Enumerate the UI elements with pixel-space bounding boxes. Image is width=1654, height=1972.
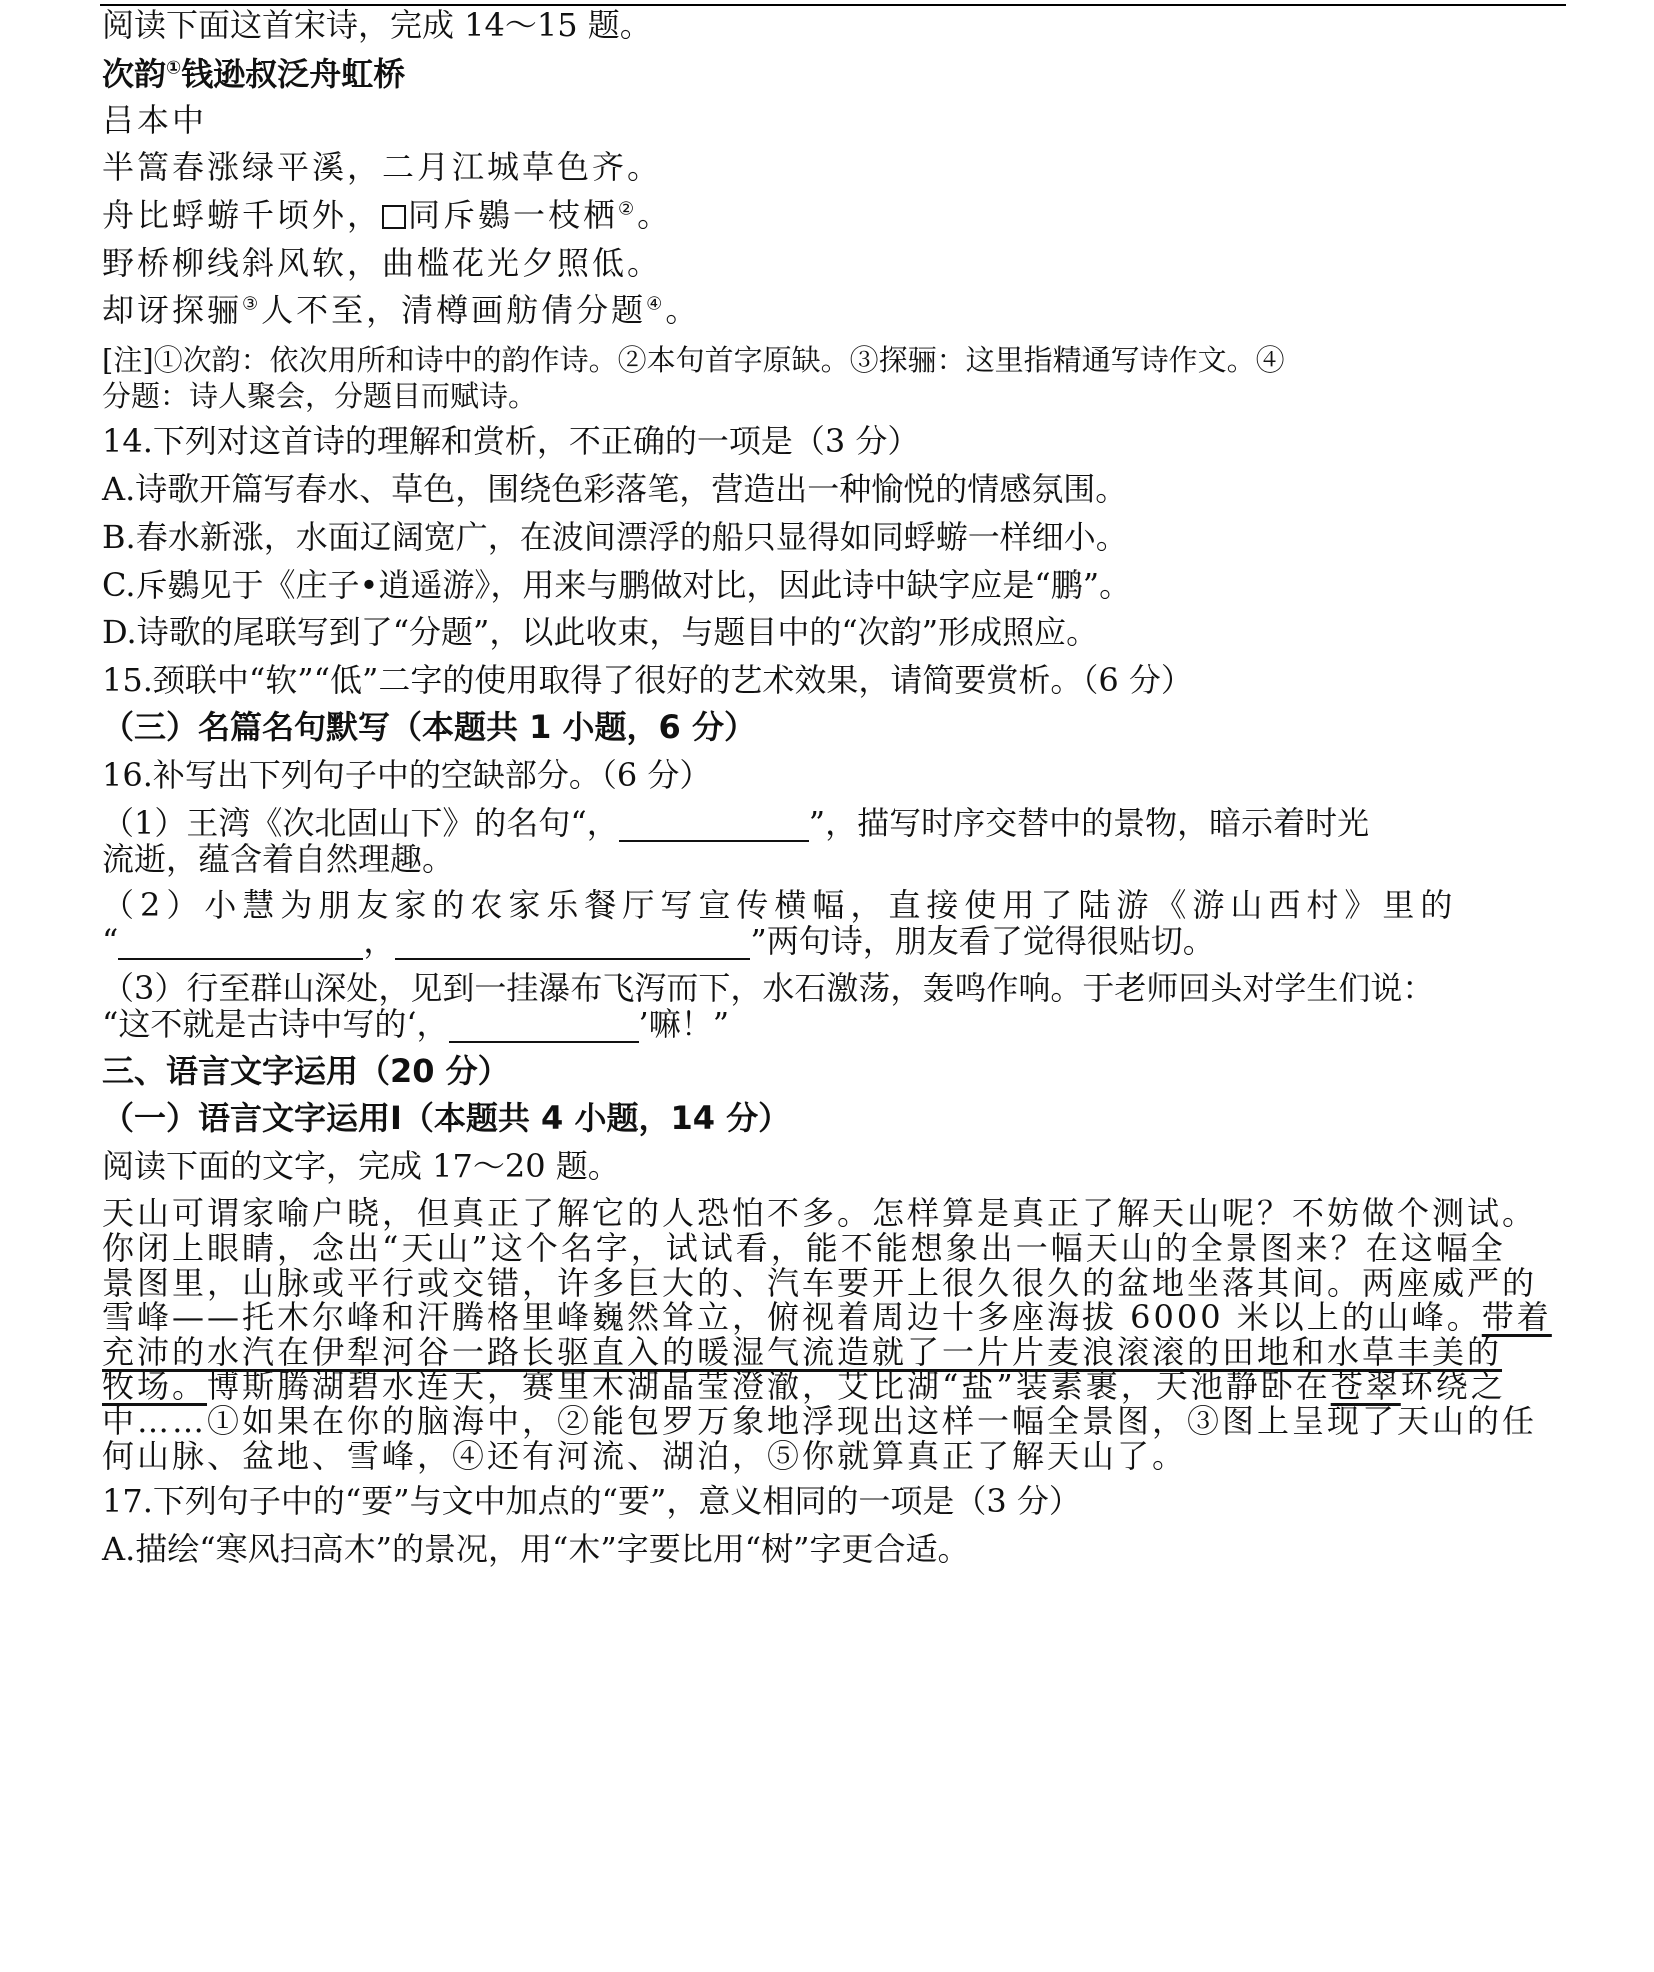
poem-line-2-note: ② [618,198,638,220]
passage-line-5-underlined: 充沛的水汽在伊犁河谷一路长驱直入的暖湿气流造就了一片片麦浪滚滚的田地和水草丰美的 [102,1333,1503,1371]
passage-line-3: 景图里，山脉或平行或交错，许多巨大的、汽车要开上很久很久的盆地坐落其间。两座威严的 [102,1264,1538,1302]
q16-p3-b: “这不就是古诗中写的‘， [102,1005,449,1043]
poem-line-4-end: 。 [665,291,701,329]
poem-title-note: ① [166,57,182,79]
passage-line-6-underlined: 牧场。 [102,1367,208,1405]
q14-option-b: B.春水新涨，水面辽阔宽广，在波间漂浮的船只显得如同蜉蝣一样细小。 [102,518,1128,556]
poem-line-2-a: 舟比蜉蝣千顷外， [102,196,383,234]
poem-line-1: 半篙春涨绿平溪，二月江城草色齐。 [102,148,663,186]
q14-option-d: D.诗歌的尾联写到了“分题”，以此收束，与题目中的“次韵”形成照应。 [102,613,1099,651]
poem-line-4-a: 却讶探骊 [102,291,243,329]
passage-line-6-b: 博斯腾湖碧水连天，赛里木湖晶莹澄澈，艾比湖“盐”装素裹，天池静卧在 [207,1367,1331,1405]
q16-p2-c: ， [363,922,396,960]
q16-blank-4[interactable] [449,1011,639,1043]
passage-line-4-a: 雪峰——托木尔峰和汗腾格里峰巍然耸立，俯视着周边十多座海拔 6000 米以上的山峰。 [102,1298,1482,1336]
part-3-heading: 三、语言文字运用（20 分） [102,1052,510,1090]
notes-line-2: 分题：诗人聚会，分题目而赋诗。 [102,379,538,413]
q14-option-c: C.斥鷃见于《庄子•逍遥游》，用来与鹏做对比，因此诗中缺字应是“鹏”。 [102,566,1132,604]
poem-title-b: 钱逊叔泛舟虹桥 [181,55,406,93]
poem-line-3: 野桥柳线斜风软，曲槛花光夕照低。 [102,244,663,282]
q14-option-a: A.诗歌开篇写春水、草色，围绕色彩落笔，营造出一种愉悦的情感氛围。 [102,470,1128,508]
q16-p1-a: （1）王湾《次北固山下》的名句“， [102,804,619,842]
poem-line-2 [102,196,1567,234]
poem-line-4-note1: ③ [242,293,262,315]
section-3-heading: （三）名篇名句默写（本题共 1 小题，6 分） [102,708,756,746]
q16-blank-1[interactable] [619,810,809,842]
q16-p1-c: 流逝，蕴含着自然理趣。 [102,840,455,878]
q16-p3-a: （3）行至群山深处，见到一挂瀑布飞泻而下，水石激荡，轰鸣作响。于老师回头对学生们说： [102,969,1435,1007]
missing-char-box [382,205,406,229]
passage-line-4 [102,1298,1567,1336]
q16-p2-b: “ [102,922,119,960]
poem-line-4 [102,291,1567,329]
q16-p3-c: ’嘛！” [638,1005,730,1043]
passage-line-6-underlined-word: 苍翠 [1330,1367,1401,1405]
q15-stem: 15.颈联中“软”“低”二字的使用取得了很好的艺术效果，请简要赏析。（6 分） [102,661,1193,699]
poem-line-2-b: 同斥鷃一枝栖 [408,196,619,234]
q17-stem: 17.下列句子中的“要”与文中加点的“要”，意义相同的一项是（3 分） [102,1482,1081,1520]
passage-line-8: 何山脉、盆地、雪峰，④还有河流、湖泊，⑤你就算真正了解天山了。 [102,1437,1188,1475]
q17-option-a: A.描绘“寒风扫高木”的景况，用“木”字要比用“树”字更合适。 [102,1530,970,1568]
q16-part-3 [102,1005,1567,1043]
q16-part-2 [102,922,1567,960]
passage-line-6 [102,1367,1567,1405]
notes-line-1: [注]①次韵：依次用所和诗中的韵作诗。②本句首字原缺。③探骊：这里指精通写诗作文。④ [102,343,1285,377]
q14-stem: 14.下列对这首诗的理解和赏析，不正确的一项是（3 分） [102,422,920,460]
poem-title-a: 次韵 [102,55,167,93]
poem-author: 吕本中 [102,101,208,139]
passage-line-2: 你闭上眼睛，念出“天山”这个名字，试试看，能不能想象出一幅天山的全景图来？在这幅全 [102,1229,1506,1267]
poem-line-2-end: 。 [637,196,673,234]
poem-title [102,55,1567,93]
q16-blank-2[interactable] [118,928,363,960]
passage-line-7: 中……①如果在你的脑海中，②能包罗万象地浮现出这样一幅全景图，③图上呈现了天山的任 [102,1402,1538,1440]
part-3-sub-heading: （一）语言文字运用Ⅰ（本题共 4 小题，14 分） [102,1099,791,1137]
q16-stem: 16.补写出下列句子中的空缺部分。（6 分） [102,756,712,794]
q16-p2-a: （2）小慧为朋友家的农家乐餐厅写宣传横幅，直接使用了陆游《游山西村》里的 [102,886,1459,924]
passage-line-6-d: 环绕之 [1400,1367,1506,1405]
poem-line-4-note2: ④ [646,293,666,315]
passage-line-1: 天山可谓家喻户晓，但真正了解它的人恐怕不多。怎样算是真正了解天山呢？不妨做个测试。 [102,1194,1538,1232]
poem-line-4-b: 人不至，清樽画舫倩分题 [261,291,647,329]
q16-part-1 [102,804,1567,842]
passage-intro: 阅读下面的文字，完成 17～20 题。 [102,1147,620,1185]
poem-intro: 阅读下面这首宋诗，完成 14～15 题。 [102,6,652,44]
q16-p1-b: ”，描写时序交替中的景物，暗示着时光 [808,804,1370,842]
q16-blank-3[interactable] [395,928,750,960]
passage-line-4-underlined: 带着 [1481,1298,1552,1336]
q16-p2-d: ”两句诗，朋友看了觉得很贴切。 [750,922,1215,960]
